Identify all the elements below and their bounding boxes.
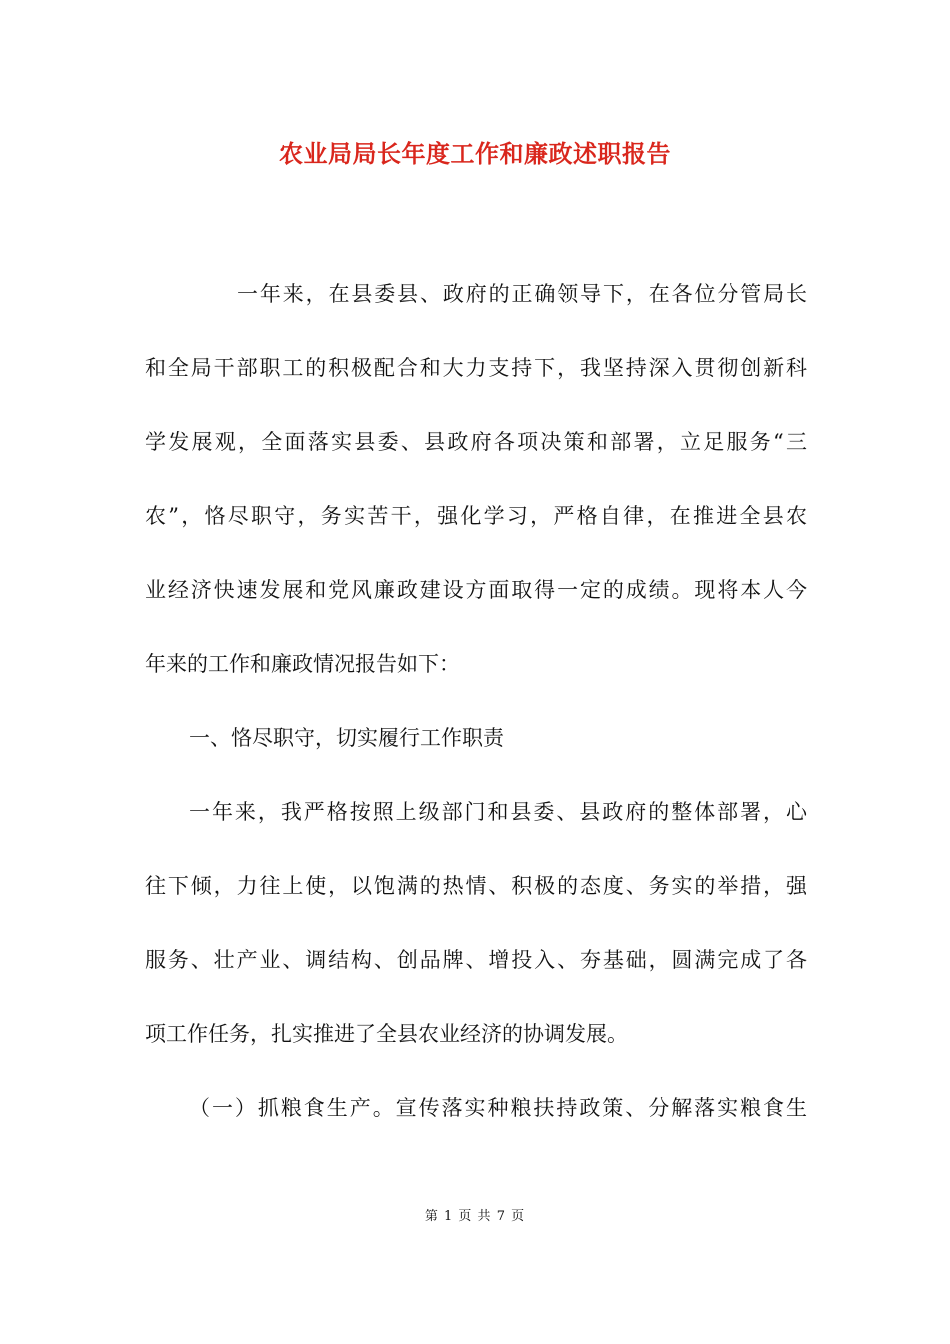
document-body <box>145 272 807 1160</box>
paragraph-line: 业经济快速发展和党风廉政建设方面取得一定的成绩。现将本人今 <box>145 578 807 602</box>
paragraph-line: （一）抓粮食生产。宣传落实种粮扶持政策、分解落实粮食生 <box>189 1096 807 1120</box>
paragraph-line: 一年来，在县委县、政府的正确领导下，在各位分管局长 <box>237 282 807 306</box>
paragraph-line: 服务、壮产业、调结构、创品牌、增投入、夯基础，圆满完成了各 <box>145 948 807 972</box>
page-number-footer: 第 1 页 共 7 页 <box>424 1209 526 1224</box>
paragraph-line: 年来的工作和廉政情况报告如下： <box>145 652 460 676</box>
paragraph-line: 农”，恪尽职守，务实苦干，强化学习，严格自律，在推进全县农 <box>145 504 807 528</box>
paragraph-line: 和全局干部职工的积极配合和大力支持下，我坚持深入贯彻创新科 <box>145 356 807 380</box>
paragraph-line: 往下倾，力往上使，以饱满的热情、积极的态度、务实的举措，强 <box>145 874 807 898</box>
paragraph-line: 一年来，我严格按照上级部门和县委、县政府的整体部署，心 <box>189 800 807 824</box>
document-title: 农业局局长年度工作和廉政述职报告 <box>279 139 671 168</box>
section-heading: 一、恪尽职守，切实履行工作职责 <box>189 726 504 750</box>
paragraph-line: 项工作任务，扎实推进了全县农业经济的协调发展。 <box>145 1022 628 1046</box>
paragraph-line: 学发展观，全面落实县委、县政府各项决策和部署，立足服务“三 <box>145 430 807 454</box>
